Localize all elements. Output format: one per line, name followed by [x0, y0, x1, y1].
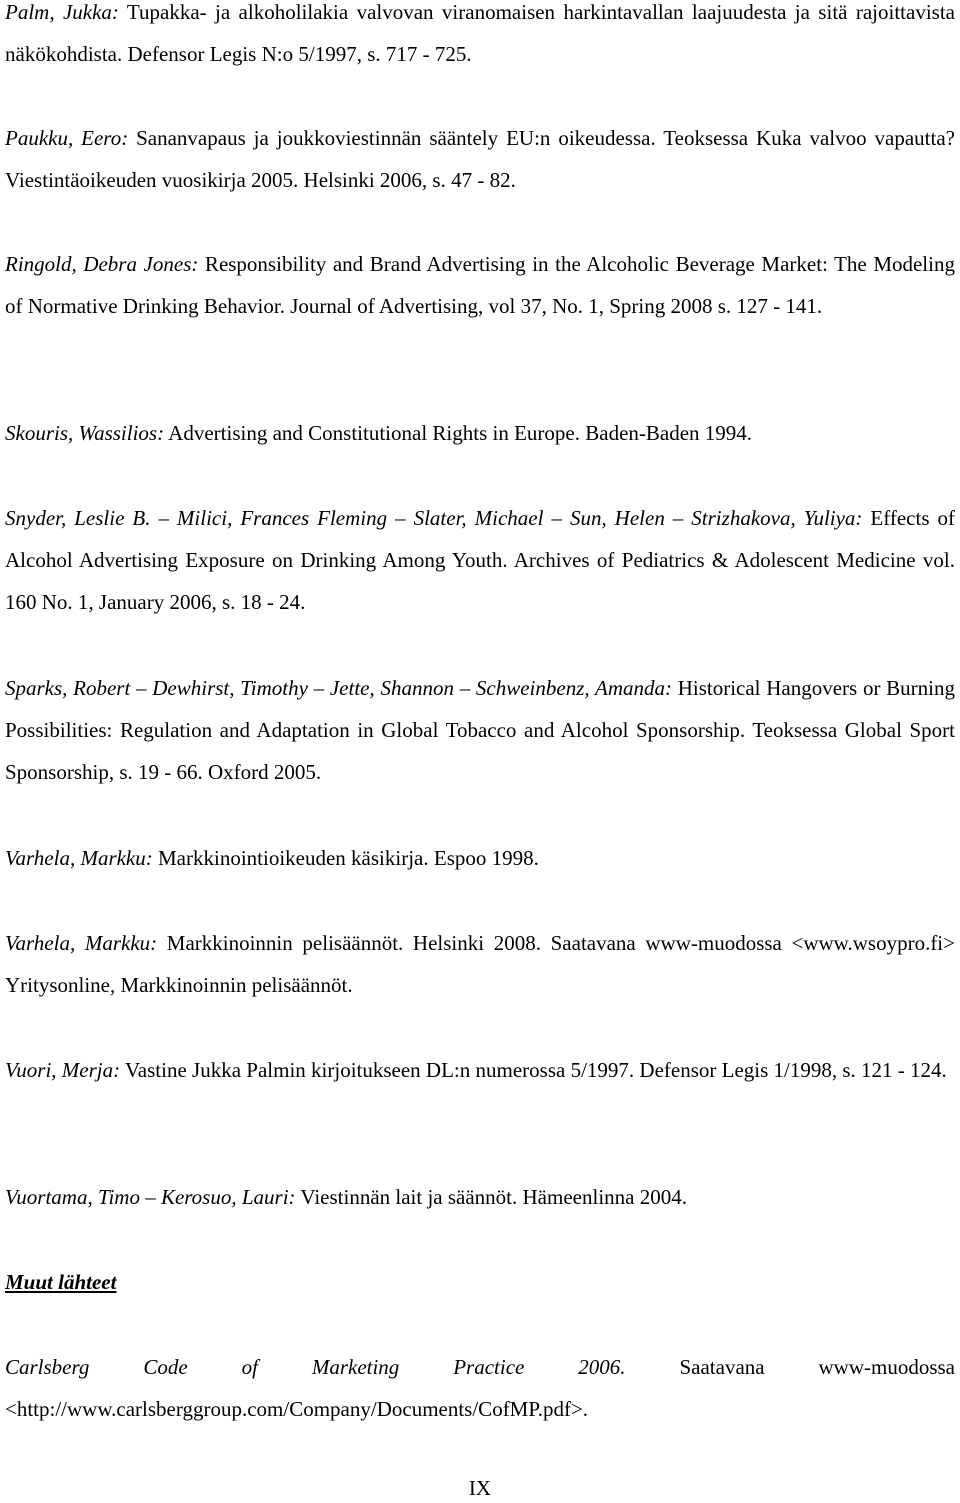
reference-text: Viestinnän lait ja säännöt. Hämeenlinna 2004. [295, 1185, 687, 1209]
reference-entry [5, 667, 955, 793]
reference-entry [5, 412, 955, 454]
reference-text: Advertising and Constitutional Rights in Europe. Baden-Baden 1994. [164, 421, 753, 445]
reference-entry [5, 117, 955, 201]
reference-entry [5, 1049, 955, 1091]
reference-text: Vastine Jukka Palmin kirjoitukseen DL:n numerossa 5/1997. Defensor Legis 1/1998, s. 121 - 124. [120, 1058, 947, 1082]
reference-author: Varhela, Markku: [5, 846, 153, 870]
reference-text: Markkinointioikeuden käsikirja. Espoo 1998. [152, 846, 539, 870]
section-heading: Muut lähteet [5, 1270, 117, 1294]
reference-author: Paukku, Eero: [5, 126, 129, 150]
reference-entry [5, 1176, 955, 1218]
reference-author: Varhela, Markku: [5, 931, 158, 955]
reference-author: Snyder, Leslie B. – Milici, Frances Fleming – Slater, Michael – Sun, Helen – Strizhakova, Yuliya: [5, 506, 863, 530]
reference-entry [5, 243, 955, 327]
reference-author: Vuortama, Timo – Kerosuo, Lauri: [5, 1185, 296, 1209]
reference-author: Sparks, Robert – Dewhirst, Timothy – Jette, Shannon – Schweinbenz, Amanda: [5, 676, 672, 700]
reference-author: Skouris, Wassilios: [5, 421, 165, 445]
reference-entry [5, 0, 955, 75]
reference-text: Effects of Alcohol Advertising Exposure on Drinking Among Youth. Archives of Pediatrics & Adolescent Medicine vol. 160 No. 1, January 2006, s. 18 - 24. [5, 506, 955, 614]
reference-text: Sananvapaus ja joukkoviestinnän sääntely EU:n oikeudessa. Teoksessa Kuka valvoo vapautta? Viestintäoikeuden vuosikirja 2005. Helsinki 2006, s. 47 - 82. [5, 126, 955, 192]
reference-author: Vuori, Merja: [5, 1058, 121, 1082]
reference-author: Carlsberg Code of Marketing Practice 2006. [5, 1355, 626, 1379]
reference-text: Responsibility and Brand Advertising in the Alcoholic Beverage Market: The Modeling of Normative Drinking Behavior. Journal of Advertising, vol 37, No. 1, Spring 2008 s. 127 - 141. [5, 252, 955, 318]
reference-text: Saatavana www-muodossa <http://www.carlsberggroup.com/Company/Documents/CofMP.pdf>. [5, 1355, 956, 1421]
reference-author: Palm, Jukka: [5, 0, 119, 24]
reference-text: Historical Hangovers or Burning Possibilities: Regulation and Adaptation in Global Tobacco and Alcohol Sponsorship. Teoksessa Global Sport Sponsorship, s. 19 - 66. Oxford 2005. [5, 676, 955, 784]
reference-entry [5, 922, 955, 1006]
reference-text: Markkinoinnin pelisäännöt. Helsinki 2008. Saatavana www-muodossa <www.wsoypro.fi> Yritysonline, Markkinoinnin pelisäännöt. [5, 931, 955, 997]
reference-text: Tupakka- ja alkoholilakia valvovan viranomaisen harkintavallan laajuudesta ja sitä rajoittavista näkökohdista. Defensor Legis N:o 5/1997, s. 717 - 725. [5, 0, 955, 66]
reference-entry [5, 1346, 955, 1430]
reference-entry [5, 497, 955, 623]
reference-author: Ringold, Debra Jones: [5, 252, 199, 276]
page-number: IX [468, 1476, 492, 1500]
reference-entry [5, 837, 955, 879]
